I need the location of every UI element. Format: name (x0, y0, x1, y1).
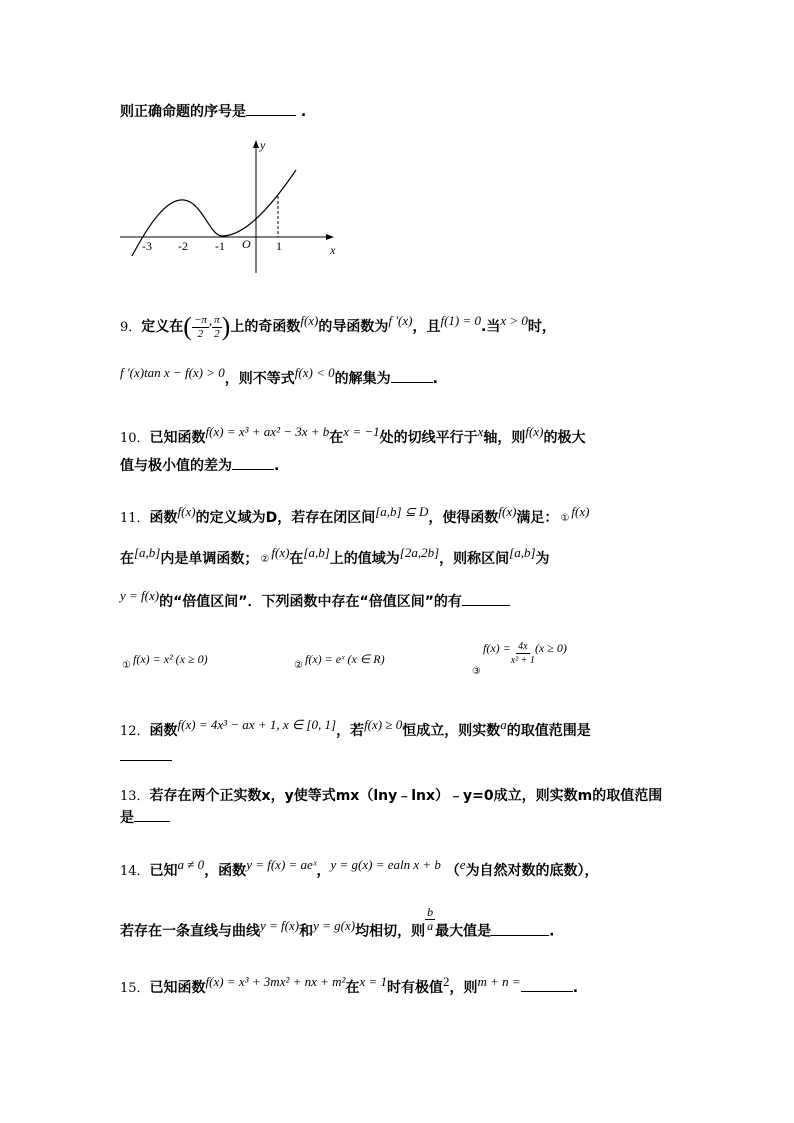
math-interval: [a,b] (134, 545, 161, 560)
math-m-plus-n: m + n = (477, 974, 521, 989)
q11-text: 为 (535, 551, 550, 567)
math-e: e (459, 857, 466, 872)
q11-line2 (120, 545, 550, 568)
comma: ， (316, 863, 331, 879)
math-xval: x = −1 (343, 424, 380, 439)
q13-text: 是 (120, 810, 134, 826)
q14-text: 若存在一条直线与曲线 (120, 923, 260, 940)
math-f: y = f(x) = aeˣ (246, 857, 317, 872)
tick-label: -3 (142, 239, 152, 253)
q14-line1 (120, 857, 599, 880)
minus: − (193, 313, 202, 326)
intro-text: 则正确命题的序号是 (120, 104, 246, 120)
circled-one: ① (122, 659, 131, 671)
math-fx: f(x) (271, 545, 290, 560)
q11-text: 的定义域为D，若存在闭区间 (195, 510, 376, 526)
intro-dot: . (300, 104, 307, 120)
dot: . (432, 371, 438, 387)
q9-text: 定义在 (141, 319, 184, 335)
math-function: f(x) = 4x³ − ax + 1, x ∈ [0, 1] (177, 717, 337, 732)
tick-label: 1 (276, 239, 282, 253)
fraction-b-a (425, 906, 435, 933)
denominator-a: a (427, 919, 434, 933)
math-fx: f(x) (177, 504, 196, 519)
math-condition: f '(x)tan x − f(x) > 0 (120, 365, 225, 380)
q14-text: 最大值是 (435, 923, 492, 940)
q11-text: 在 (289, 551, 304, 567)
math-interval-subset: [a,b] ⊆ D (375, 504, 429, 519)
tick-label: -1 (215, 239, 225, 253)
numerator: 4x (518, 641, 528, 652)
function-graph (118, 136, 348, 276)
math-a: a (500, 717, 507, 732)
q9-text: 的解集为 (334, 371, 391, 387)
q9-text: ，且 (412, 319, 441, 335)
math-g: y = g(x) = ealn x + b (330, 857, 441, 872)
answer-blank (521, 977, 573, 992)
math-two: 2 (443, 974, 450, 989)
q15-text: 在 (345, 980, 360, 996)
q12-number: 12． (120, 724, 150, 739)
q11-line3 (120, 588, 510, 611)
q10-text: 轴，则 (483, 430, 526, 446)
q10-text: 的极大 (543, 430, 586, 446)
two: 2 (214, 327, 220, 340)
q10-text: 处的切线平行于 (379, 430, 478, 446)
two: 2 (197, 327, 204, 340)
math-range: [2a,2b] (399, 545, 440, 560)
q12-text: 函数 (149, 723, 178, 739)
q14-text: 和 (299, 923, 314, 940)
math-fx: f(x) (300, 313, 319, 328)
pi: π (201, 313, 207, 326)
q10-number: 10． (120, 431, 150, 446)
q11-text: ，使得函数 (428, 510, 499, 526)
fraction-neg-pi-2 (192, 314, 209, 341)
q10-line1 (120, 424, 586, 447)
q14-text: （ (445, 863, 460, 879)
q11-text: 在 (120, 551, 134, 567)
q10-text: 在 (329, 430, 344, 446)
numerator-b: b (427, 905, 434, 919)
answer-blank (134, 807, 170, 822)
q9-number: 9． (120, 320, 142, 335)
answer-blank (120, 746, 172, 761)
q11-option-2 (292, 652, 385, 673)
q11-text: 满足： (516, 510, 559, 526)
option-3-cond: (x ≥ 0) (534, 640, 567, 655)
q14-text: ，函数 (204, 863, 247, 879)
q11-text: 的“倍值区间”．下列函数中存在“倍值区间”的有 (159, 594, 462, 610)
math-yg: y = g(x) (313, 917, 356, 933)
circled-two: ② (260, 553, 270, 565)
q11-option-3 (470, 640, 567, 677)
q11-options (120, 652, 208, 673)
denominator: x² + 1 (510, 655, 535, 666)
y-label: y (260, 138, 266, 152)
answer-blank (391, 368, 433, 383)
q10-text: 值与极小值的差为 (120, 458, 232, 474)
q9-text: .当 (481, 319, 501, 335)
math-f1: f(1) = 0 (440, 313, 482, 328)
circled-one: ① (560, 512, 570, 524)
left-paren: ( (183, 312, 192, 341)
math-a-neq-0: a ≠ 0 (177, 857, 205, 872)
x-axis-arrow (326, 234, 334, 240)
math-interval: [a,b] (303, 545, 330, 560)
q14-text: 已知 (149, 863, 178, 879)
q11-text: 上的值域为 (329, 551, 400, 567)
q11-line1 (120, 504, 590, 527)
answer-blank (491, 921, 549, 936)
curve (132, 170, 296, 256)
math-condition: f(x) ≥ 0 (364, 717, 403, 732)
q14-text: 为自然对数的底数）， (465, 863, 599, 879)
answer-blank (246, 101, 296, 116)
math-yf: y = f(x) (260, 917, 300, 933)
dot: . (572, 980, 579, 996)
q15-text: 已知函数 (149, 980, 206, 996)
math-fx: f(x) (571, 504, 590, 519)
q15-number: 15． (120, 981, 150, 996)
dot: . (274, 458, 280, 474)
q11-number: 11． (120, 511, 150, 526)
q9-text: 上的奇函数 (230, 319, 301, 335)
q12-line1 (120, 717, 591, 740)
q9-line1: 9．定义在( $\frac{-\pi}{2}$ , $\frac{\pi}{2}$ )上的奇函数f(x)的导函数为f '(x)，且f(1) = 0.当x > 0时， (120, 312, 556, 341)
q9-text: 时， (527, 319, 556, 335)
q11-text: 内是单调函数； (160, 551, 259, 567)
q12-text: 恒成立，则实数 (402, 723, 501, 739)
intro-line (120, 101, 306, 121)
math-fx: f(x) (525, 424, 544, 439)
q13-number: 13． (120, 789, 150, 804)
y-axis-arrow (253, 140, 259, 148)
math-xgt0: x > 0 (500, 313, 528, 328)
q12-text: ，若 (336, 723, 365, 739)
math-interval: [a,b] (509, 545, 536, 560)
math-fpx: f '(x) (388, 313, 413, 328)
q15-text: 时有极值 (387, 980, 444, 996)
q9-line2 (120, 365, 438, 388)
q15-line1 (120, 974, 579, 997)
option-3-fraction (511, 640, 535, 667)
dot: . (549, 923, 555, 940)
answer-blank (232, 455, 274, 470)
option-3-lhs: f(x) = (483, 640, 511, 655)
option-1: f(x) = x² (x ≥ 0) (133, 652, 208, 666)
q14-number: 14． (120, 864, 150, 879)
pi: π (214, 313, 220, 326)
math-function: f(x) = x³ + ax² − 3x + b (205, 424, 330, 439)
x-label: x (330, 243, 336, 257)
origin-label: O (242, 237, 251, 251)
q10-text: 已知函数 (149, 430, 206, 446)
circled-three: ③ (472, 666, 481, 677)
math-xval: x = 1 (359, 974, 388, 989)
q9-text: 的导函数为 (318, 319, 389, 335)
answer-blank (462, 591, 510, 606)
tick-label: -2 (178, 239, 188, 253)
q11-text: ，则称区间 (439, 551, 510, 567)
q13-line2 (120, 807, 170, 827)
math-yfx: y = f(x) (120, 588, 160, 603)
q10-line2 (120, 455, 279, 475)
q15-text: ，则 (449, 980, 478, 996)
math-fx: f(x) (498, 504, 517, 519)
q11-text: 函数 (149, 510, 178, 526)
q9-text: ，则不等式 (224, 371, 295, 387)
q14-line2 (120, 905, 555, 945)
q13-text: 若存在两个正实数x，y使等式mx（lny﹣lnx）﹣y=0成立，则实数m的取值范围 (149, 788, 663, 804)
option-2: f(x) = eˣ (x ∈ R) (305, 652, 385, 666)
q13-line1 (120, 785, 662, 805)
right-paren: ) (221, 312, 231, 341)
fraction-pi-2 (212, 314, 222, 341)
q12-line2 (120, 746, 172, 765)
q14-text: 均相切，则 (355, 923, 426, 940)
circled-two: ② (294, 659, 303, 671)
math-inequality: f(x) < 0 (294, 365, 335, 380)
q12-text: 的取值范围是 (506, 723, 591, 739)
math-function: f(x) = x³ + 3mx² + nx + m² (205, 974, 346, 989)
math-x: x (477, 424, 484, 439)
